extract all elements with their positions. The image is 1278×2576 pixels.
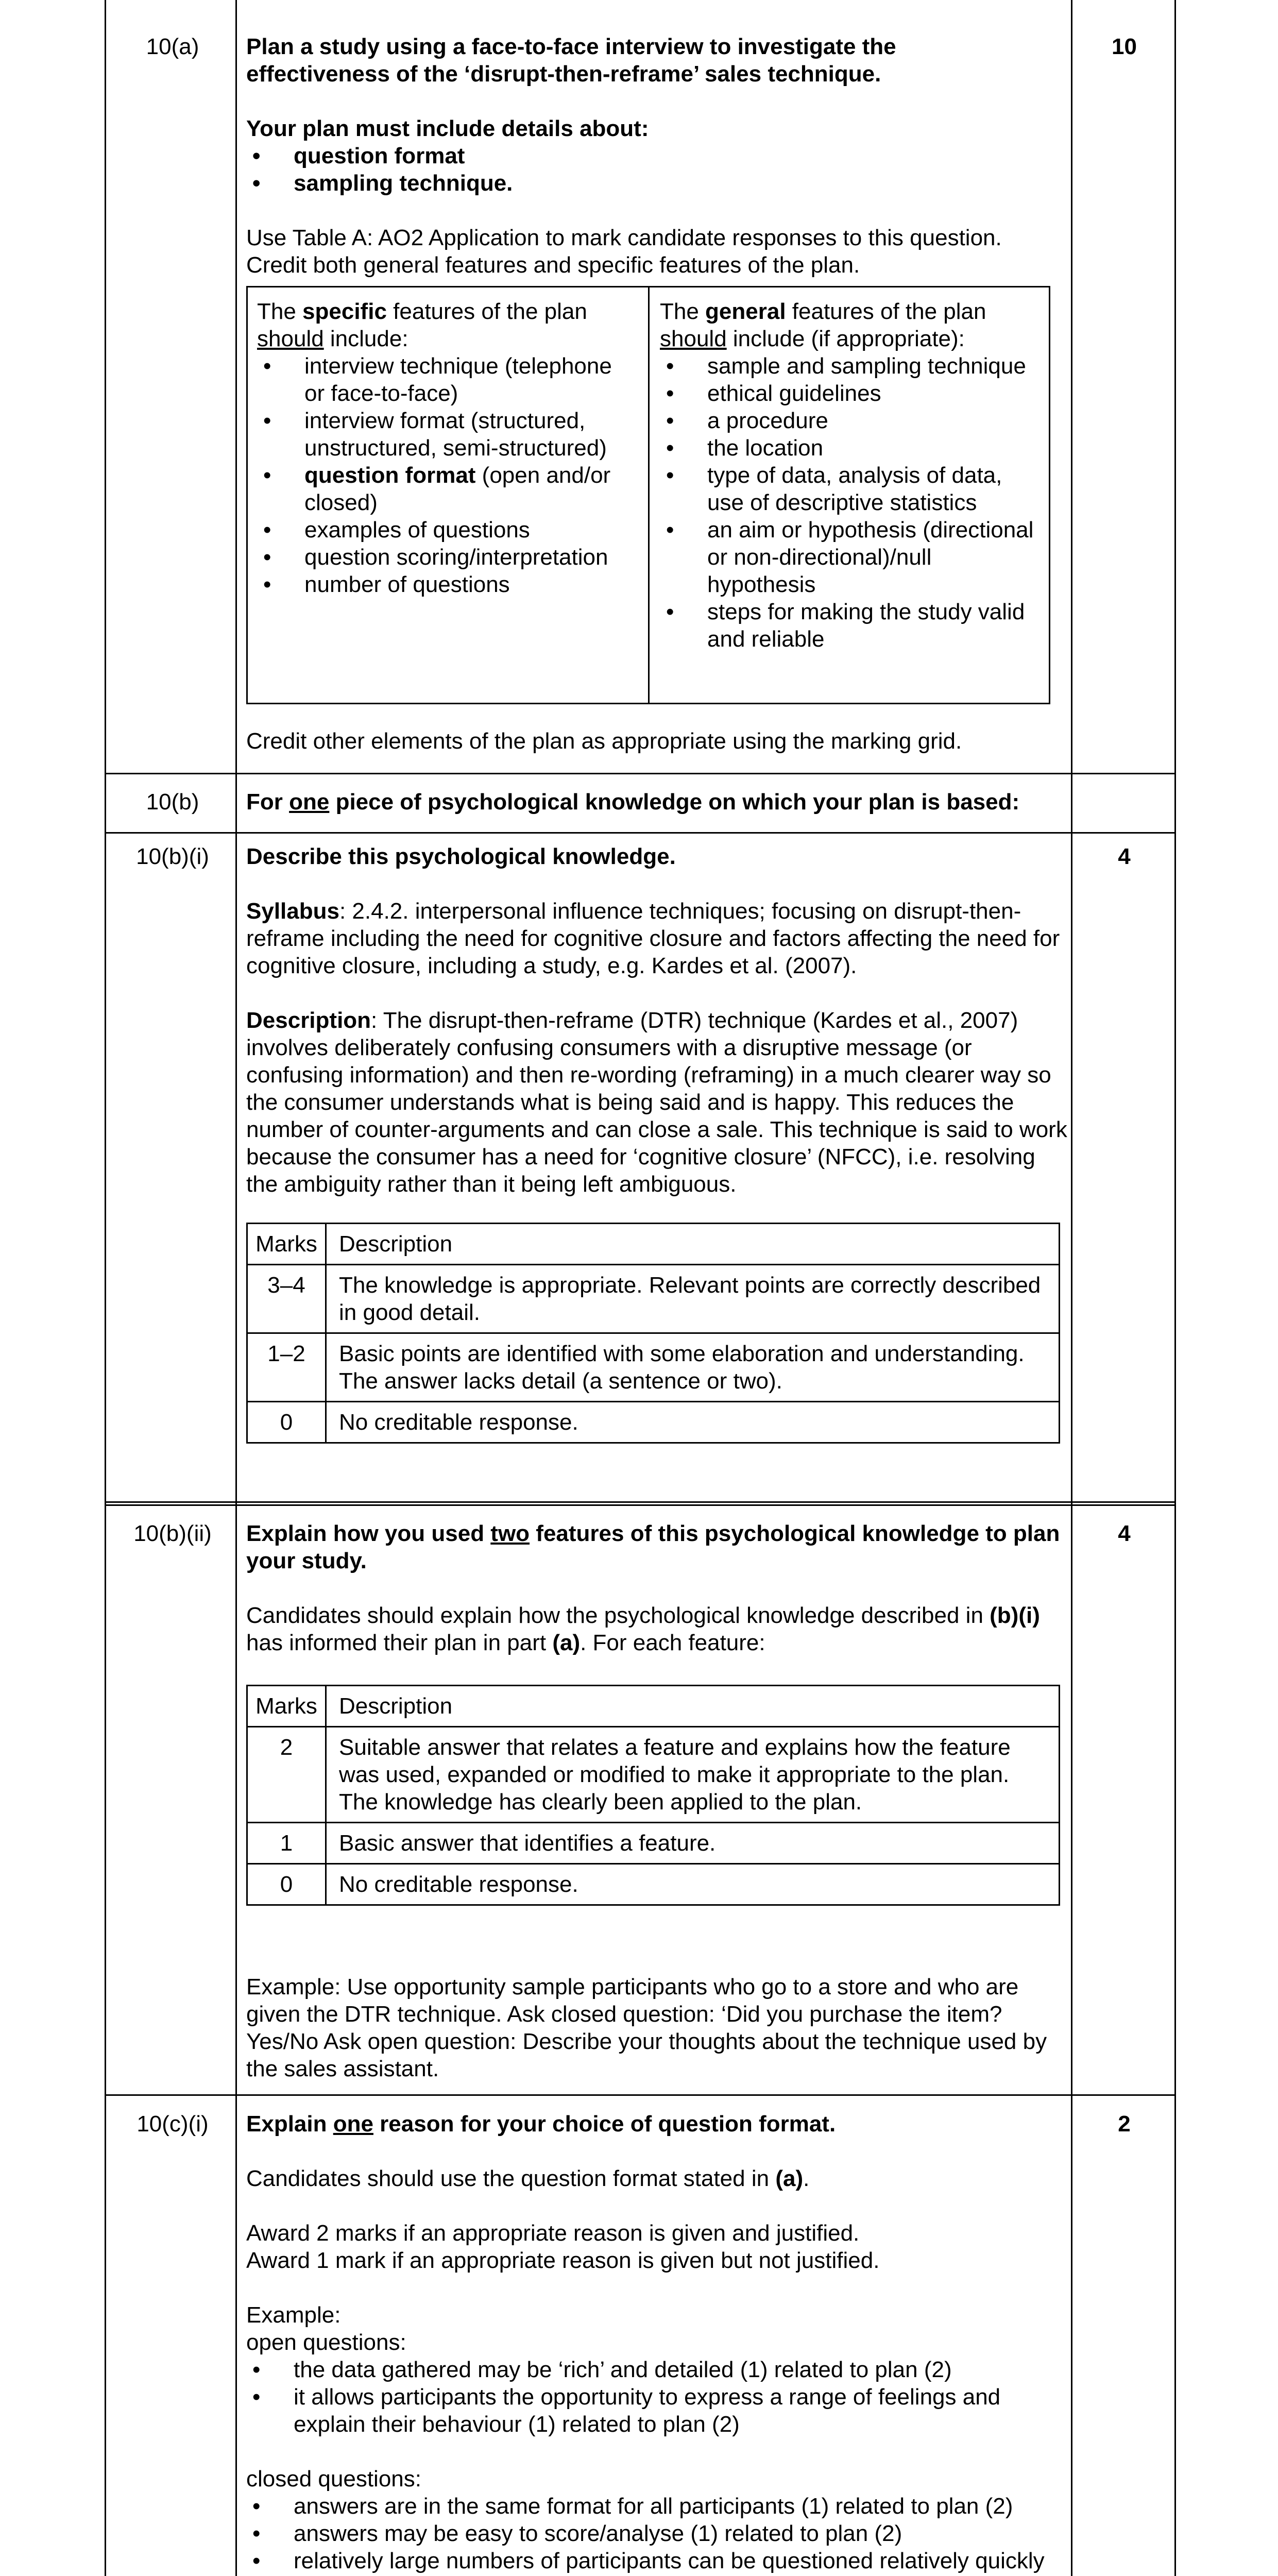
list-item: • question format — [246, 142, 1070, 170]
list-item: • number of questions — [257, 571, 638, 598]
list-item: • it allows participants the opportunity to express a range of feelings and explain their behaviour (1) related to plan (2) — [246, 2383, 1070, 2438]
description-cell: The knowledge is appropriate. Relevant points are correctly described in good detail. — [326, 1265, 1060, 1333]
frame-right-border — [1174, 0, 1176, 2576]
specific-intro-2: should include: — [257, 326, 408, 351]
question-title: Explain how you used two features of this psychological knowledge to plan your study. — [246, 1521, 1060, 1573]
features-table-divider — [648, 287, 650, 703]
q10bii-content — [246, 1520, 1070, 1656]
closed-questions-list — [246, 2493, 1070, 2576]
column-header: Marks — [247, 1224, 326, 1265]
table-row — [247, 1823, 1060, 1864]
features-table — [246, 286, 1050, 704]
must-include-list — [246, 142, 1070, 197]
table-row — [247, 1727, 1060, 1823]
candidates-instruction: Candidates should use the question format stated in (a). — [246, 2166, 810, 2191]
column-header: Marks — [247, 1686, 326, 1727]
q10bi-content — [246, 843, 1070, 1198]
row-separator — [105, 773, 1176, 774]
description-cell: Basic answer that identifies a feature. — [326, 1823, 1060, 1864]
column-header: Description — [326, 1224, 1060, 1265]
table-row — [247, 1265, 1060, 1333]
list-item: • sample and sampling technique — [660, 352, 1041, 380]
question-title: For one piece of psychological knowledge on which your plan is based: — [246, 789, 1020, 815]
description-cell: No creditable response. — [326, 1864, 1060, 1905]
row-separator-double — [105, 1501, 1176, 1506]
award-text: Award 2 marks if an appropriate reason is given and justified. — [246, 2221, 860, 2246]
row-separator — [105, 2094, 1176, 2096]
description-text: Description: The disrupt-then-reframe (DTR) technique (Kardes et al., 2007) involves deliberately confusing consumers with a disruptive message (or confusing information) and then re-wording (reframing) in a much clearer way so the consumer understands what is being said and is happy. This reduces the number of counter-arguments and can close a sale. This technique is said to work because the consumer has a need for ‘cognitive closure’ (NFCC), i.e. resolving the ambiguity rather than it being left ambiguous. — [246, 1008, 1067, 1197]
list-item: • examples of questions — [257, 516, 638, 544]
marking-grid — [246, 1223, 1060, 1444]
list-item: • interview technique (telephone or face-to-face) — [257, 352, 638, 407]
open-questions-label: open questions: — [246, 2330, 406, 2355]
frame-col-divider-1 — [235, 0, 237, 2576]
instruction-text: Use Table A: AO2 Application to mark candidate responses to this question. — [246, 225, 1002, 250]
table-header-row — [247, 1686, 1060, 1727]
marks-cell: 0 — [247, 1864, 326, 1905]
list-item: • sampling technique. — [246, 170, 1070, 197]
marks-cell: 0 — [247, 1402, 326, 1443]
list-item: • question scoring/interpretation — [257, 544, 638, 571]
description-cell: Basic points are identified with some elaboration and understanding. The answer lacks detail (a sentence or two). — [326, 1333, 1060, 1402]
question-marks: 10 — [1112, 34, 1137, 59]
marking-grid — [246, 1685, 1060, 1906]
question-marks: 2 — [1118, 2111, 1131, 2137]
question-number: 10(b)(ii) — [133, 1521, 212, 1546]
list-item: • an aim or hypothesis (directional or non-directional)/null hypothesis — [660, 516, 1041, 598]
question-title: Explain one reason for your choice of question format. — [246, 2111, 836, 2137]
list-item: • a procedure — [660, 407, 1041, 434]
q10a-content — [246, 33, 1070, 279]
question-marks: 4 — [1118, 1521, 1131, 1546]
specific-features-list — [257, 352, 638, 598]
list-item: • the location — [660, 434, 1041, 462]
frame-left-border — [105, 0, 106, 2576]
list-item: • answers are in the same format for all participants (1) related to plan (2) — [246, 2493, 1070, 2520]
description-cell: Suitable answer that relates a feature and explains how the feature was used, expanded or modified to make it appropriate to the plan. The knowledge has clearly been applied to the plan. — [326, 1727, 1060, 1823]
example-label: Example: — [246, 2302, 341, 2328]
general-intro: The general features of the plan — [660, 299, 986, 324]
table-row — [247, 1402, 1060, 1443]
specific-features-column — [257, 298, 638, 703]
general-features-column — [660, 298, 1041, 703]
example-text: Example: Use opportunity sample participants who go to a store and who are given the DTR technique. Ask closed question: ‘Did you purchase the item? Yes/No Ask open question: Describe your thoughts about the technique used by the sales assistant. — [246, 1974, 1047, 2081]
marks-cell: 3–4 — [247, 1265, 326, 1333]
list-item: • steps for making the study valid and reliable — [660, 598, 1041, 653]
question-title: Plan a study using a face-to-face interview to investigate the — [246, 34, 896, 59]
list-item: • ethical guidelines — [660, 380, 1041, 407]
question-number: 10(a) — [146, 34, 199, 59]
list-item: • answers may be easy to score/analyse (1) related to plan (2) — [246, 2520, 1070, 2547]
table-header-row — [247, 1224, 1060, 1265]
list-item: • question format (open and/or closed) — [257, 462, 638, 516]
question-number: 10(b) — [146, 789, 199, 815]
frame-col-divider-2 — [1071, 0, 1072, 2576]
question-number: 10(b)(i) — [136, 844, 209, 869]
marks-cell: 2 — [247, 1727, 326, 1823]
q10ci-content — [246, 2110, 1070, 2576]
list-item: • relatively large numbers of participants can be questioned relatively quickly — [246, 2547, 1070, 2576]
question-marks: 4 — [1118, 844, 1131, 869]
table-row — [247, 1333, 1060, 1402]
general-features-list — [660, 352, 1041, 653]
syllabus-text: Syllabus: 2.4.2. interpersonal influence techniques; focusing on disrupt-then-reframe including the need for cognitive closure and factors affecting the need for cognitive closure, including a study, e.g. Kardes et al. (2007). — [246, 899, 1060, 978]
question-title: effectiveness of the ‘disrupt-then-reframe’ sales technique. — [246, 61, 881, 87]
row-separator — [105, 832, 1176, 834]
candidates-instruction: Candidates should explain how the psychological knowledge described in (b)(i) has informed their plan in part (a). For each feature: — [246, 1603, 1040, 1655]
award-text: Award 1 mark if an appropriate reason is given but not justified. — [246, 2248, 880, 2273]
question-number: 10(c)(i) — [137, 2111, 209, 2137]
credit-other-text: Credit other elements of the plan as appropriate using the marking grid. — [246, 728, 962, 754]
instruction-text: Credit both general features and specific features of the plan. — [246, 252, 860, 278]
list-item: • type of data, analysis of data, use of descriptive statistics — [660, 462, 1041, 516]
list-item: • interview format (structured, unstructured, semi-structured) — [257, 407, 638, 462]
specific-intro: The specific features of the plan — [257, 299, 587, 324]
marks-cell: 1 — [247, 1823, 326, 1864]
must-include-label: Your plan must include details about: — [246, 116, 649, 141]
column-header: Description — [326, 1686, 1060, 1727]
open-questions-list — [246, 2356, 1070, 2438]
marks-cell: 1–2 — [247, 1333, 326, 1402]
question-title: Describe this psychological knowledge. — [246, 844, 676, 869]
general-intro-2: should include (if appropriate): — [660, 326, 965, 351]
table-row — [247, 1864, 1060, 1905]
description-cell: No creditable response. — [326, 1402, 1060, 1443]
list-item: • the data gathered may be ‘rich’ and detailed (1) related to plan (2) — [246, 2356, 1070, 2383]
closed-questions-label: closed questions: — [246, 2466, 421, 2492]
